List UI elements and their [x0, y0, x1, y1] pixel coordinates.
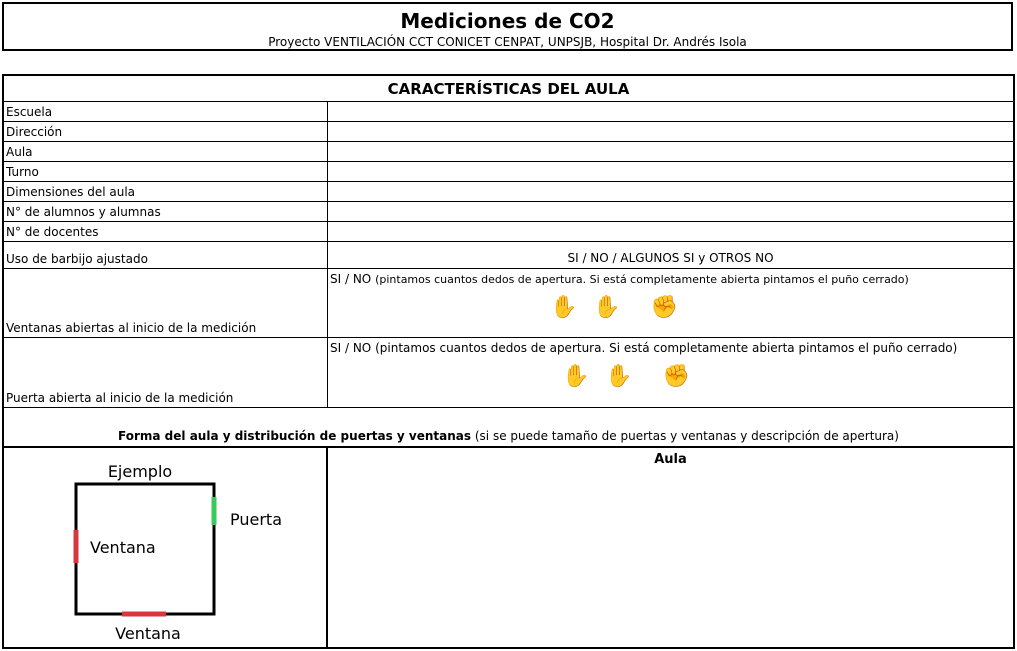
field-label-direccion: Dirección [4, 122, 328, 141]
field-row-docentes [4, 222, 1013, 242]
field-value-barbijo[interactable] [328, 242, 1013, 268]
open-hand-icon[interactable]: ✋ [605, 364, 633, 389]
field-label-turno: Turno [4, 162, 328, 181]
field-value-ventanas[interactable] [328, 269, 1013, 337]
field-row-barbijo [4, 242, 1013, 269]
example-diagram [4, 448, 328, 647]
field-value-alumnos[interactable] [328, 202, 1013, 221]
open-hand-icon[interactable]: ✋ [550, 295, 578, 320]
field-row-escuela [4, 102, 1013, 122]
forma-row [4, 408, 1013, 448]
field-row-puerta [4, 338, 1013, 408]
puerta-question [330, 341, 957, 355]
window-label-bottom: Ventana [115, 624, 181, 643]
classroom-form [2, 74, 1015, 649]
door-label: Puerta [230, 510, 283, 529]
field-row-ventanas [4, 269, 1013, 338]
field-value-puerta[interactable] [328, 338, 1013, 407]
field-row-turno [4, 162, 1013, 182]
field-value-aula[interactable] [328, 142, 1013, 161]
window-label-left: Ventana [90, 538, 156, 557]
field-value-dimensiones[interactable] [328, 182, 1013, 201]
ventanas-question [330, 272, 909, 286]
aula-title: Aula [654, 452, 687, 467]
field-row-aula [4, 142, 1013, 162]
field-label-ventanas: Ventanas abiertas al inicio de la medición [4, 269, 328, 337]
ventanas-hand-icons [550, 295, 694, 320]
field-row-direccion [4, 122, 1013, 142]
example-title: Ejemplo [107, 462, 173, 481]
field-label-alumnos: N° de alumnos y alumnas [4, 202, 328, 221]
fist-icon[interactable]: ✊ [662, 364, 691, 389]
open-hand-icon[interactable]: ✋ [593, 295, 621, 320]
field-row-dimensiones [4, 182, 1013, 202]
field-label-puerta: Puerta abierta al inicio de la medición [4, 338, 328, 407]
field-value-turno[interactable] [328, 162, 1013, 181]
page-title: Mediciones de CO2 [400, 9, 615, 33]
field-label-dimensiones: Dimensiones del aula [4, 182, 328, 201]
forma-bold: Forma del aula y distribución de puertas y ventanas [118, 429, 472, 443]
field-label-docentes: N° de docentes [4, 222, 328, 241]
puerta-hand-icons [562, 364, 706, 389]
page-subtitle: Proyecto VENTILACIÓN CCT CONICET CENPAT, UNPSJB, Hospital Dr. Andrés Isola [268, 35, 747, 49]
puerta-si-no: SI / NO [330, 341, 372, 355]
aula-drawing-area[interactable] [328, 448, 1013, 647]
field-label-aula: Aula [4, 142, 328, 161]
ventanas-note: (pintamos cuantos dedos de apertura. Si está completamente abierta pintamos el puño cerrado) [375, 273, 909, 286]
puerta-note: (pintamos cuantos dedos de apertura. Si está completamente abierta pintamos el puño cerrado) [375, 341, 958, 355]
section-title: CARACTERÍSTICAS DEL AULA [4, 76, 1013, 102]
field-label-escuela: Escuela [4, 102, 328, 121]
fist-icon[interactable]: ✊ [650, 295, 679, 320]
field-value-escuela[interactable] [328, 102, 1013, 121]
field-value-direccion[interactable] [328, 122, 1013, 141]
field-label-barbijo: Uso de barbijo ajustado [4, 242, 328, 268]
field-value-docentes[interactable] [328, 222, 1013, 241]
example-floorplan [4, 448, 326, 647]
field-row-alumnos [4, 202, 1013, 222]
barbijo-options: SI / NO / ALGUNOS SI y OTROS NO [567, 251, 774, 265]
forma-rest: (si se puede tamaño de puertas y ventanas y descripción de apertura) [474, 429, 899, 443]
open-hand-icon[interactable]: ✋ [562, 364, 590, 389]
header [2, 2, 1013, 51]
ventanas-si-no: SI / NO [330, 272, 372, 286]
forma-text [4, 429, 1013, 443]
